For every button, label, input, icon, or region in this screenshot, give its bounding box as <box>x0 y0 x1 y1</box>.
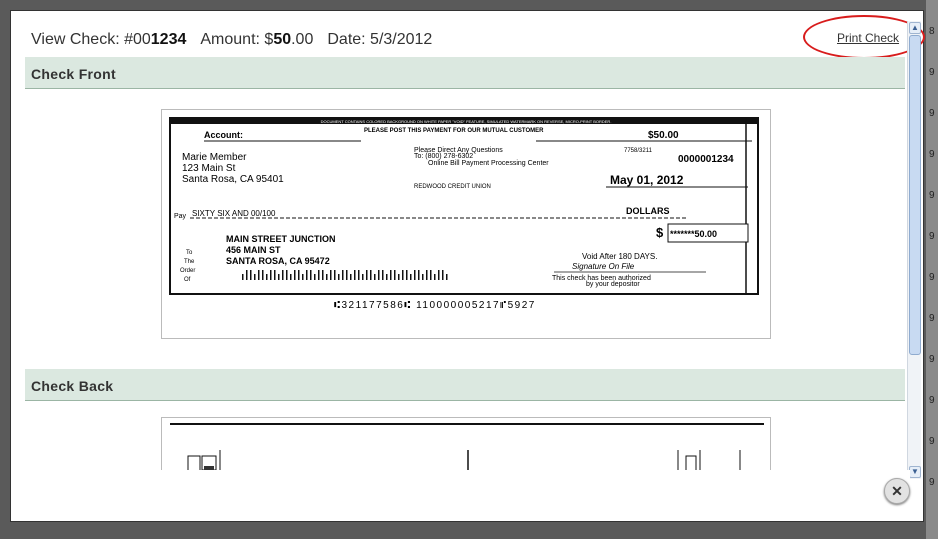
payer-city: Santa Rosa, CA 95401 <box>182 174 284 185</box>
barcode-bar <box>370 270 372 280</box>
questions-line-2: To: (800) 278-6302 <box>414 153 474 160</box>
barcode-bar <box>282 270 284 280</box>
background-digit: 9 <box>929 67 935 78</box>
barcode-bar <box>406 270 408 280</box>
date-label: Date: <box>327 31 371 48</box>
barcode-bar <box>442 270 444 280</box>
barcode-bar <box>390 270 392 280</box>
scrollbar-thumb[interactable] <box>909 35 921 355</box>
amount-cents: .00 <box>291 31 314 48</box>
pay-words: SIXTY SIX AND 00/100 <box>192 209 276 218</box>
barcode-bar <box>314 274 316 280</box>
barcode-bar <box>278 274 280 280</box>
background-digit: 9 <box>929 108 935 119</box>
check-front-frame <box>161 109 771 339</box>
authorized-line-1: This check has been authorized <box>552 275 651 282</box>
amount-value: 50 <box>273 31 292 48</box>
questions-line-1: Please Direct Any Questions <box>414 147 503 154</box>
barcode-bar <box>302 274 304 280</box>
barcode-bar <box>246 270 248 280</box>
background-digit: 9 <box>929 272 935 283</box>
authorized-line-2: by your depositor <box>586 281 640 288</box>
view-check-dialog <box>10 10 924 522</box>
date-value: 5/3/2012 <box>370 31 433 48</box>
barcode-bar <box>270 270 272 280</box>
barcode-bar <box>250 270 252 280</box>
payee-street: 456 MAIN ST <box>226 245 281 255</box>
barcode-bar <box>402 270 404 280</box>
barcode-bar <box>294 270 296 280</box>
dialog-header <box>31 31 432 49</box>
barcode-bar <box>430 270 432 280</box>
order-label: Order <box>180 268 196 274</box>
barcode-bar <box>266 274 268 280</box>
barcode-bar <box>418 270 420 280</box>
payer-street: 123 Main St <box>182 163 236 174</box>
check-front-image <box>166 114 764 310</box>
barcode-bar <box>242 274 244 280</box>
scroll-down-arrow-icon[interactable]: ▼ <box>909 466 921 478</box>
dollar-sign: $ <box>656 225 664 240</box>
barcode-bar <box>262 270 264 280</box>
background-digit: 9 <box>929 477 935 488</box>
please-post-text: PLEASE POST THIS PAYMENT FOR OUR MUTUAL CUSTOMER <box>364 128 544 134</box>
amount-top: $50.00 <box>648 130 679 141</box>
the-label: The <box>184 259 195 265</box>
account-label: Account: <box>204 130 243 140</box>
pay-label: Pay <box>174 213 187 220</box>
amount-label: Amount: $ <box>200 31 274 48</box>
micr-line: ⑆321177586⑆ 110000005217⑈5927 <box>334 300 536 310</box>
background-digit: 9 <box>929 231 935 242</box>
routing-fraction: 7758/3211 <box>624 148 652 154</box>
barcode-bar <box>366 270 368 280</box>
background-digit: 9 <box>929 436 935 447</box>
background-digit: 9 <box>929 149 935 160</box>
barcode-bar <box>258 270 260 280</box>
to-label: To <box>186 250 193 256</box>
barcode-bar <box>378 270 380 280</box>
barcode-bar <box>286 270 288 280</box>
barcode-bar <box>414 270 416 280</box>
barcode-bar <box>434 274 436 280</box>
barcode-bar <box>358 270 360 280</box>
background-digit: 9 <box>929 313 935 324</box>
check-date: May 01, 2012 <box>610 173 684 187</box>
barcode-bar <box>346 270 348 280</box>
barcode-bar <box>330 270 332 280</box>
check-images-scroll-area[interactable] <box>25 57 907 481</box>
barcode-bar <box>422 274 424 280</box>
background-page-edge <box>926 0 938 539</box>
barcode-bar <box>318 270 320 280</box>
barcode-bar <box>438 270 440 280</box>
void-after: Void After 180 DAYS. <box>582 252 658 261</box>
of-label: Of <box>184 277 191 283</box>
check-number-label: View Check: #00 <box>31 31 151 48</box>
barcode-bar <box>350 274 352 280</box>
barcode-bar <box>298 270 300 280</box>
barcode-bar <box>334 270 336 280</box>
barcode-bar <box>382 270 384 280</box>
barcode-bar <box>374 274 376 280</box>
section-check-back: Check Back <box>25 369 905 401</box>
barcode-bar <box>398 274 400 280</box>
print-check-link[interactable]: Print Check <box>837 31 900 45</box>
payer-name: Marie Member <box>182 152 247 163</box>
barcode-bar <box>274 270 276 280</box>
section-check-front: Check Front <box>25 57 905 89</box>
barcode-bar <box>410 274 412 280</box>
barcode-bar <box>322 270 324 280</box>
background-digit: 9 <box>929 395 935 406</box>
barcode-bar <box>362 274 364 280</box>
payee-city: SANTA ROSA, CA 95472 <box>226 256 330 266</box>
questions-line-3: Online Bill Payment Processing Center <box>428 160 549 167</box>
barcode-bar <box>290 274 292 280</box>
dollars-label: DOLLARS <box>626 206 670 216</box>
signature-on-file: Signature On File <box>572 262 635 271</box>
barcode-bar <box>426 270 428 280</box>
dialog-footer <box>12 470 910 510</box>
barcode-bar <box>254 274 256 280</box>
barcode-bar <box>310 270 312 280</box>
barcode-bar <box>446 274 448 280</box>
barcode-bar <box>354 270 356 280</box>
background-digit: 9 <box>929 354 935 365</box>
barcode-bar <box>394 270 396 280</box>
bank-name: REDWOOD CREDIT UNION <box>414 184 491 190</box>
background-digit: 8 <box>929 26 935 37</box>
payee-name: MAIN STREET JUNCTION <box>226 234 336 244</box>
barcode-bar <box>386 274 388 280</box>
barcode-bar <box>342 270 344 280</box>
barcode-bar <box>326 274 328 280</box>
scroll-up-arrow-icon[interactable]: ▲ <box>909 22 921 34</box>
check-number-value: 1234 <box>150 31 187 48</box>
check-top-banner: DOCUMENT CONTAINS COLORED BACKGROUND ON WHITE PAPER "VOID" FEATURE, SIMULATED WATERMARK ON REVERSE, MICRO-PRINT BORDER. <box>320 119 612 124</box>
vertical-scrollbar[interactable] <box>907 21 921 479</box>
close-icon[interactable]: ✕ <box>884 478 910 504</box>
barcode-bar <box>338 274 340 280</box>
check-number: 0000001234 <box>678 154 734 165</box>
background-digit: 9 <box>929 190 935 201</box>
amount-box: *******50.00 <box>670 229 718 239</box>
barcode-bar <box>306 270 308 280</box>
